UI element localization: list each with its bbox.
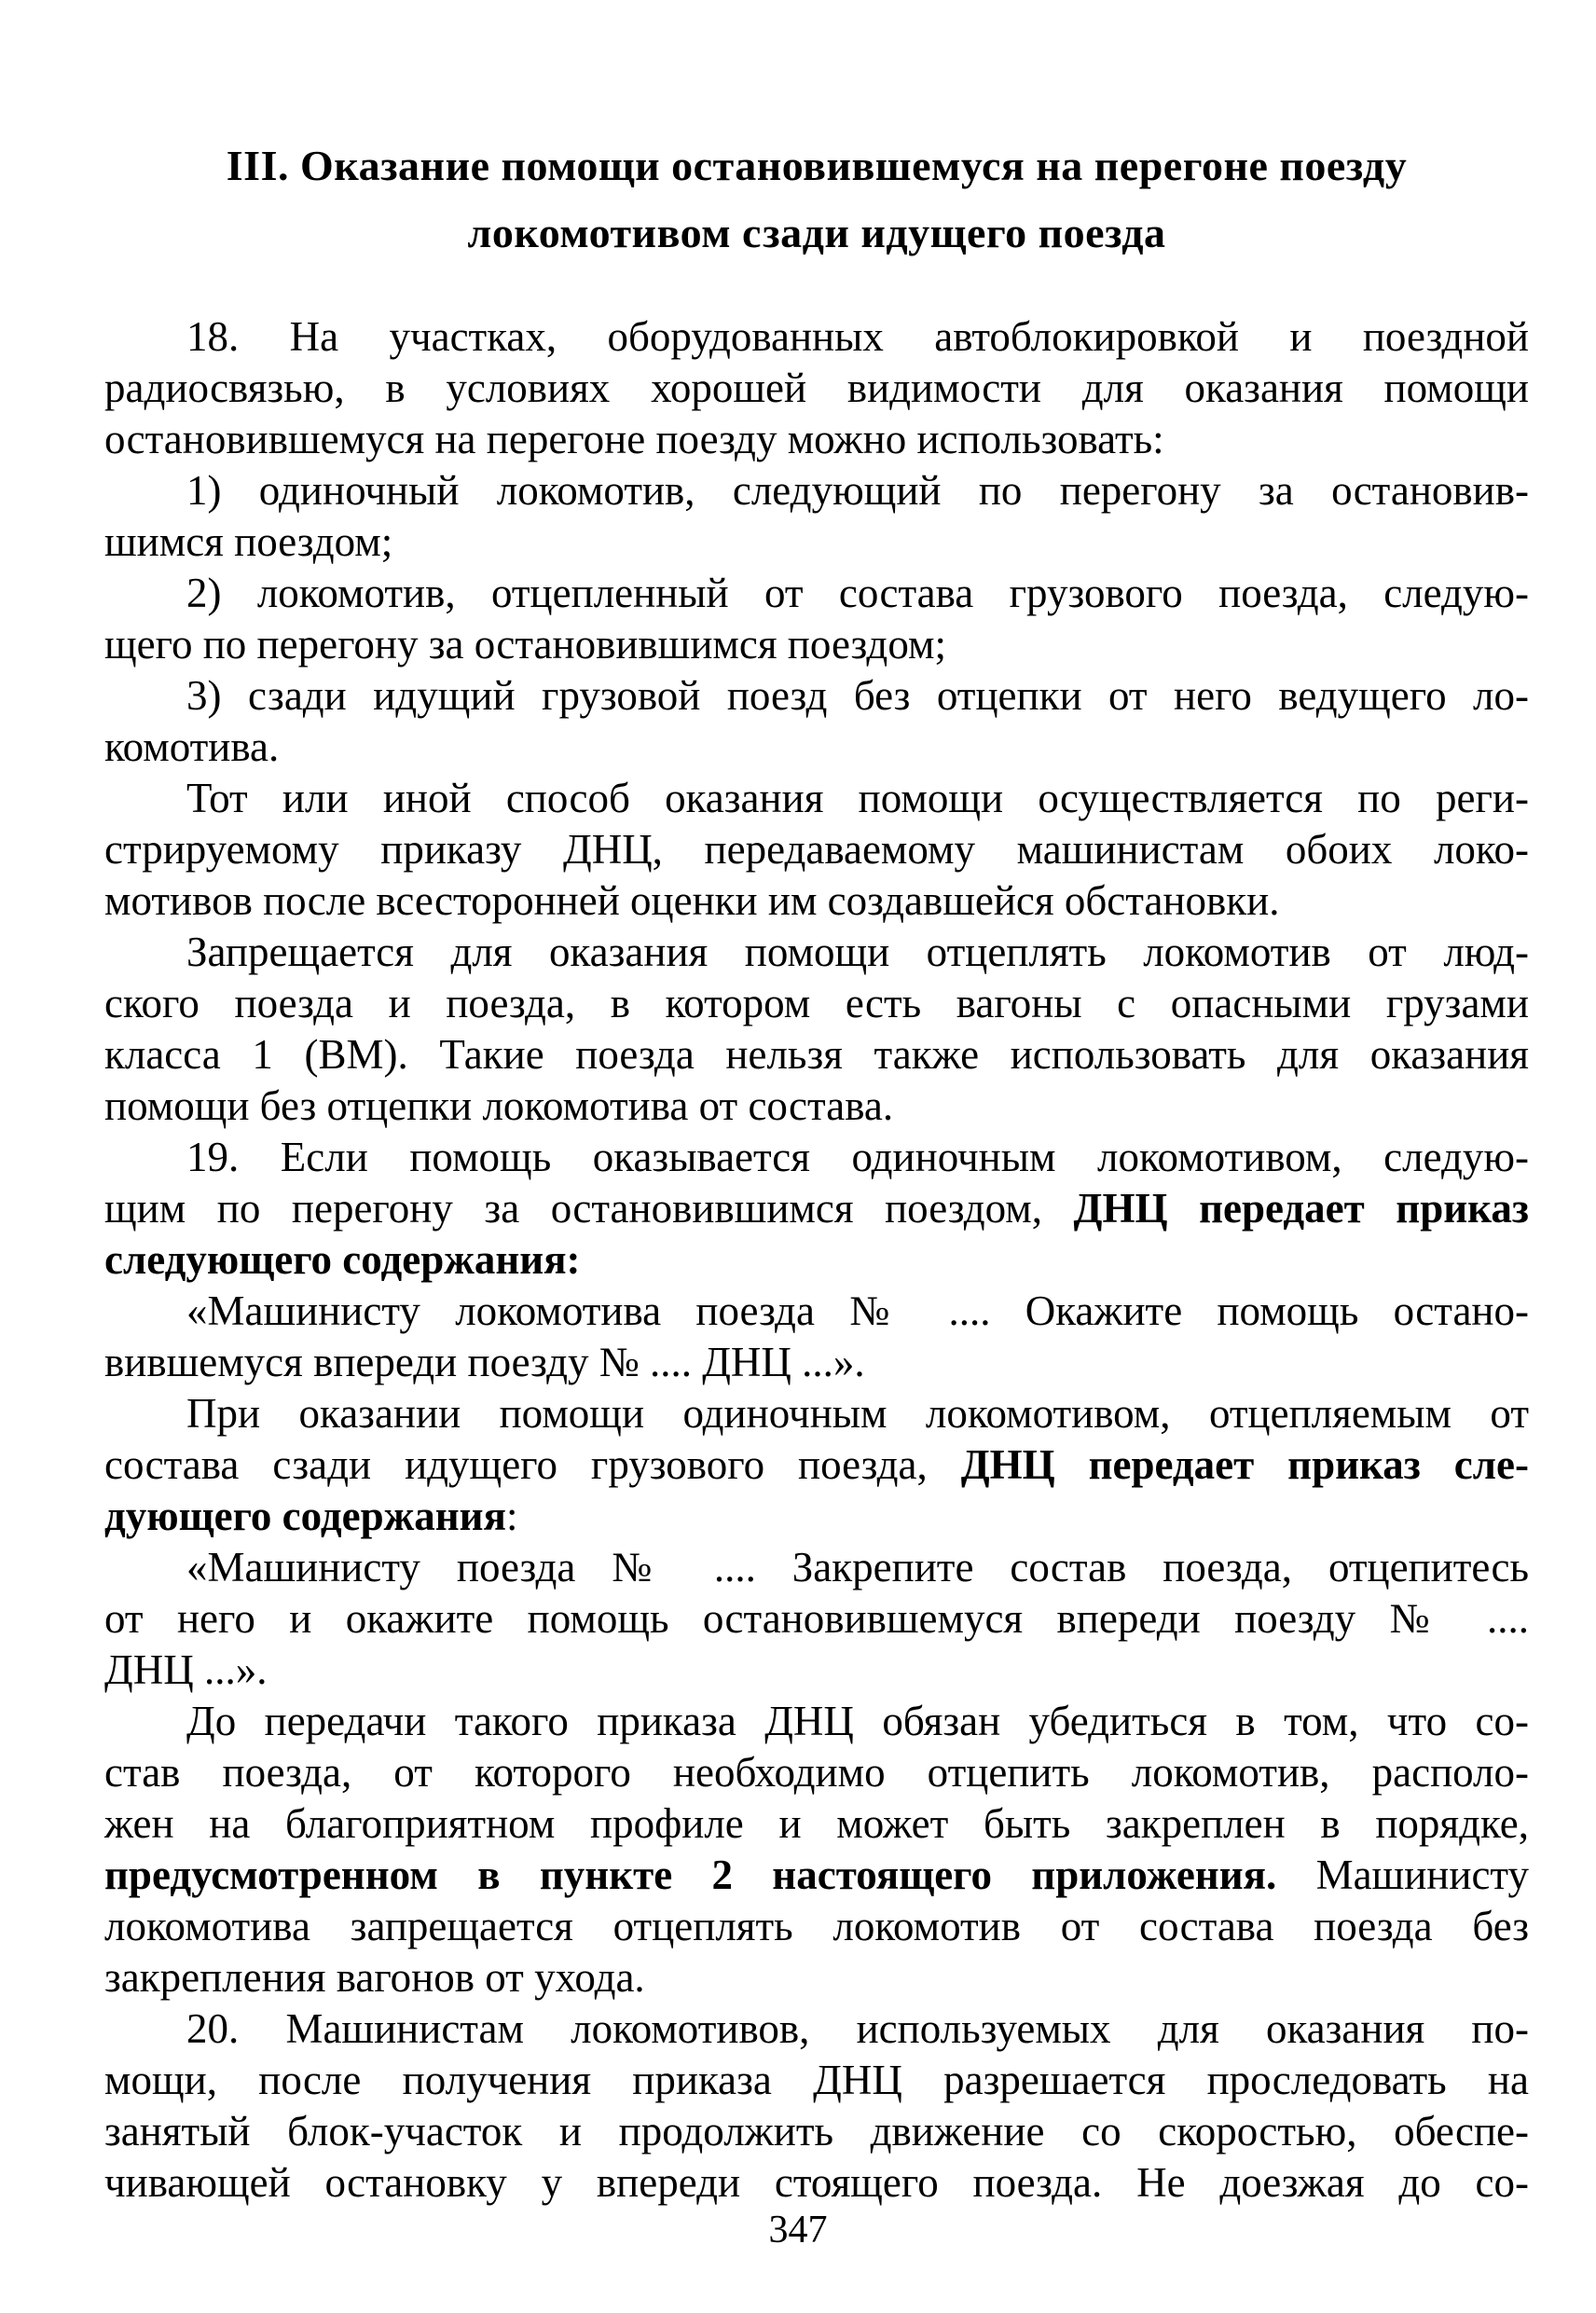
text-line — [104, 2106, 1529, 2157]
text-run: чивающей остановку у впереди стоящего поезда. Не доезжая до со- — [104, 2159, 1529, 2206]
text-line — [104, 1901, 1529, 1952]
text-line — [104, 465, 1529, 516]
text-run: Машинисту — [1276, 1852, 1529, 1898]
text-line — [104, 619, 1529, 670]
text-line — [104, 1029, 1529, 1081]
text-run: мощи, после получения приказа ДНЦ разрешается проследовать на — [104, 2057, 1529, 2103]
text-line — [104, 516, 1529, 568]
text-line — [104, 1645, 1529, 1696]
text-line — [104, 1234, 1529, 1286]
text-line — [104, 978, 1529, 1029]
text-line — [104, 1542, 1529, 1593]
text-run: занятый блок-участок и продолжить движение со скоростью, обеспе- — [104, 2108, 1529, 2155]
text-run: мотивов после всесторонней оценки им создавшейся обстановки. — [104, 877, 1280, 924]
text-run: вившемуся впереди поезду № .... ДНЦ ...». — [104, 1339, 865, 1385]
text-line — [104, 1132, 1529, 1183]
text-run: щим по перегону за остановившимся поездом, — [104, 1185, 1074, 1232]
text-line — [104, 2055, 1529, 2106]
text-line — [104, 2003, 1529, 2055]
text-run: : — [505, 1493, 518, 1539]
text-run: стрируемому приказу ДНЦ, передаваемому машинистам обоих локо- — [104, 826, 1529, 873]
text-run: остановившемуся на перегоне поезду можно использовать: — [104, 416, 1164, 462]
text-line — [104, 1952, 1529, 2003]
text-line — [104, 363, 1529, 414]
text-run: радиосвязью, в условиях хорошей видимости для оказания помощи — [104, 365, 1529, 411]
text-run: помощи без отцепки локомотива от состава. — [104, 1082, 894, 1129]
text-line — [104, 927, 1529, 978]
text-run: класса 1 (ВМ). Такие поезда нельзя также использовать для оказания — [104, 1031, 1529, 1078]
text-run: жен на благоприятном профиле и может быть закреплен в порядке, — [104, 1800, 1529, 1847]
text-run: «Машинисту поезда № .... Закрепите состав поезда, отцепитесь — [186, 1544, 1529, 1590]
text-line — [104, 875, 1529, 927]
text-run: 19. Если помощь оказывается одиночным локомотивом, следую- — [186, 1134, 1529, 1180]
text-line — [104, 1491, 1529, 1542]
text-run: 18. На участках, оборудованных автоблокировкой и поездной — [186, 313, 1529, 360]
text-run: 20. Машинистам локомотивов, используемых для оказания по- — [186, 2005, 1529, 2052]
section-title-line1: III. Оказание помощи остановившемуся на перегоне поезду — [226, 142, 1408, 189]
bold-text-run: дующего содержания — [104, 1493, 506, 1539]
text-line — [104, 1593, 1529, 1645]
document-body — [104, 311, 1529, 2209]
text-line — [104, 722, 1529, 773]
text-run: щего по перегону за остановившимся поездом; — [104, 621, 946, 668]
text-line — [104, 1850, 1529, 1901]
text-run: комотива. — [104, 723, 280, 770]
text-line — [104, 1747, 1529, 1798]
section-title-line2: локомотивом сзади идущего поезда — [467, 209, 1166, 256]
text-line — [104, 1696, 1529, 1747]
text-run: 1) одиночный локомотив, следующий по перегону за остановив- — [186, 467, 1529, 514]
text-run: Тот или иной способ оказания помощи осуществляется по реги- — [186, 775, 1529, 821]
bold-text-run: следующего содержания: — [104, 1236, 581, 1283]
text-line — [104, 1081, 1529, 1132]
text-run: 3) сзади идущий грузовой поезд без отцепки от него ведущего ло- — [186, 672, 1529, 719]
text-line — [104, 773, 1529, 824]
text-run: состава сзади идущего грузового поезда, — [104, 1441, 961, 1488]
text-run: При оказании помощи одиночным локомотивом, отцепляемым от — [186, 1390, 1529, 1437]
text-line — [104, 311, 1529, 363]
text-run: ДНЦ ...». — [104, 1646, 268, 1693]
text-line — [104, 1388, 1529, 1439]
text-line — [104, 568, 1529, 619]
text-line — [104, 1798, 1529, 1850]
text-line — [104, 2157, 1529, 2209]
text-line — [104, 670, 1529, 722]
text-line — [104, 1183, 1529, 1234]
bold-text-run: предусмотренном в пункте 2 настоящего приложения. — [104, 1852, 1277, 1898]
page-content — [104, 0, 1529, 2209]
text-run: локомотива запрещается отцеплять локомотив от состава поезда без — [104, 1903, 1529, 1949]
text-run: До передачи такого приказа ДНЦ обязан убедиться в том, что со- — [186, 1698, 1529, 1744]
text-run: 2) локомотив, отцепленный от состава грузового поезда, следую- — [186, 570, 1529, 616]
text-run: ского поезда и поезда, в котором есть вагоны с опасными грузами — [104, 980, 1529, 1026]
text-run: «Машинисту локомотива поезда № .... Окажите помощь остано- — [186, 1287, 1529, 1334]
bold-text-run: ДНЦ передает приказ — [1073, 1185, 1529, 1232]
text-run: став поезда, от которого необходимо отцепить локомотив, располо- — [104, 1749, 1529, 1796]
page-number: 347 — [768, 2209, 828, 2251]
text-line — [104, 414, 1529, 465]
text-run: от него и окажите помощь остановившемуся впереди поезду № .... — [104, 1595, 1529, 1642]
text-line — [104, 1439, 1529, 1491]
text-run: шимся поездом; — [104, 518, 393, 565]
section-title — [114, 132, 1520, 267]
text-run: закрепления вагонов от ухода. — [104, 1954, 645, 2001]
text-line — [104, 1337, 1529, 1388]
text-line — [104, 1286, 1529, 1337]
bold-text-run: ДНЦ передает приказ сле- — [960, 1441, 1529, 1488]
text-run: Запрещается для оказания помощи отцеплять локомотив от люд- — [186, 929, 1529, 975]
text-line — [104, 824, 1529, 875]
